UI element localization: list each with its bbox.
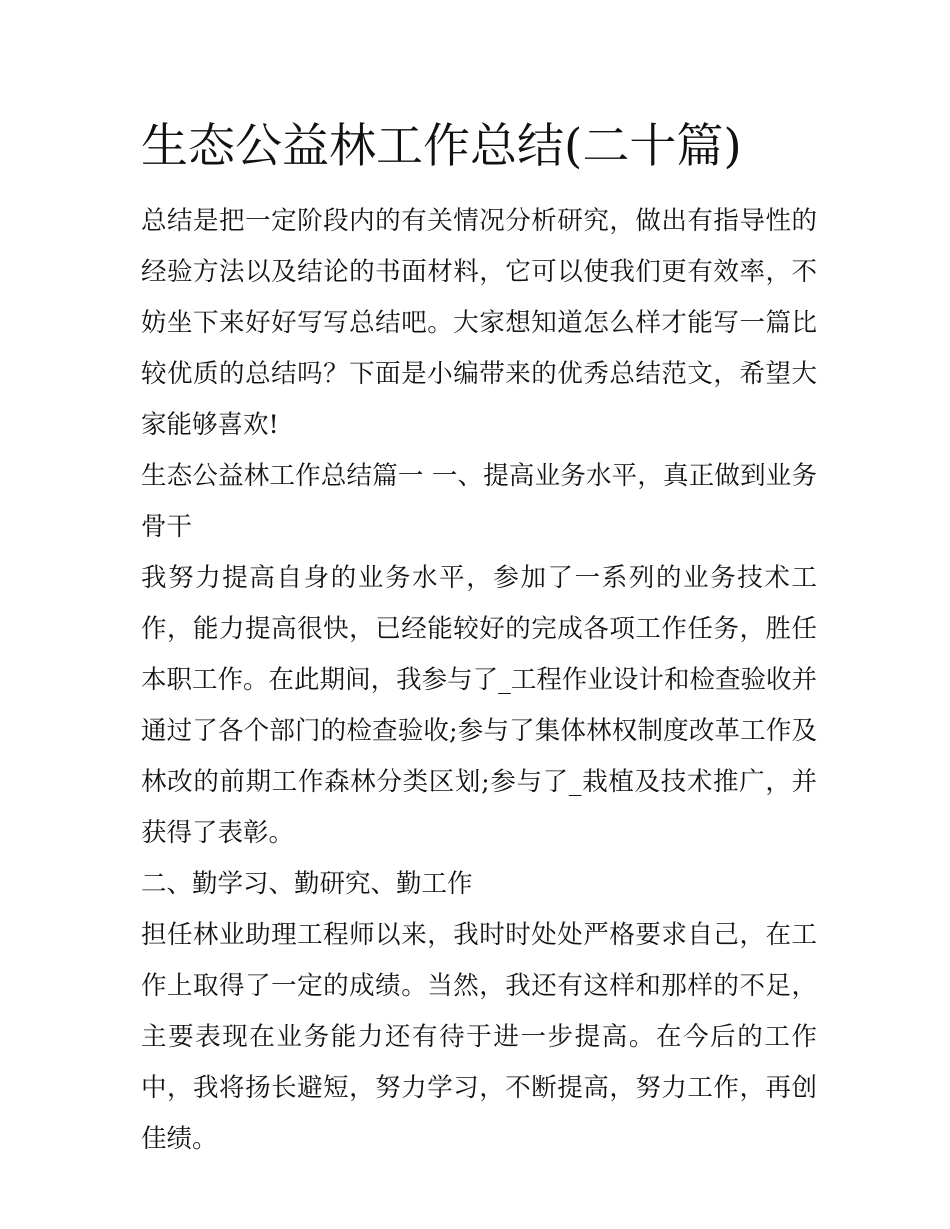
body-paragraph: 担任林业助理工程师以来，我时时处处严格要求自己，在工作上取得了一定的成绩。当然，我还有这样和那样的不足，主要表现在业务能力还有待于进一步提高。在今后的工作中，我将扬长避短，努力学习，不断提高，努力工作，再创佳绩。: [141, 920, 817, 1154]
intro-paragraph: 总结是把一定阶段内的有关情况分析研究，做出有指导性的经验方法以及结论的书面材料，它可以使我们更有效率，不妨坐下来好好写写总结吧。大家想知道怎么样才能写一篇比较优质的总结吗？下面是小编带来的优秀总结范文，希望大家能够喜欢!: [141, 206, 817, 440]
body-paragraph: 我努力提高自身的业务水平，参加了一系列的业务技术工作，能力提高很快，已经能较好的完成各项工作任务，胜任本职工作。在此期间，我参与了_工程作业设计和检查验收并通过了各个部门的检查验收;参与了集体林权制度改革工作及林改的前期工作森林分类区划;参与了_栽植及技术推广，并获得了表彰。: [141, 563, 817, 848]
section-heading-two: 二、勤学习、勤研究、勤工作: [141, 869, 473, 899]
section-heading-one: 生态公益林工作总结篇一 一、提高业务水平，真正做到业务骨干: [141, 461, 817, 542]
document-body: [141, 196, 817, 1165]
document-title: 生态公益林工作总结(二十篇): [141, 119, 742, 174]
